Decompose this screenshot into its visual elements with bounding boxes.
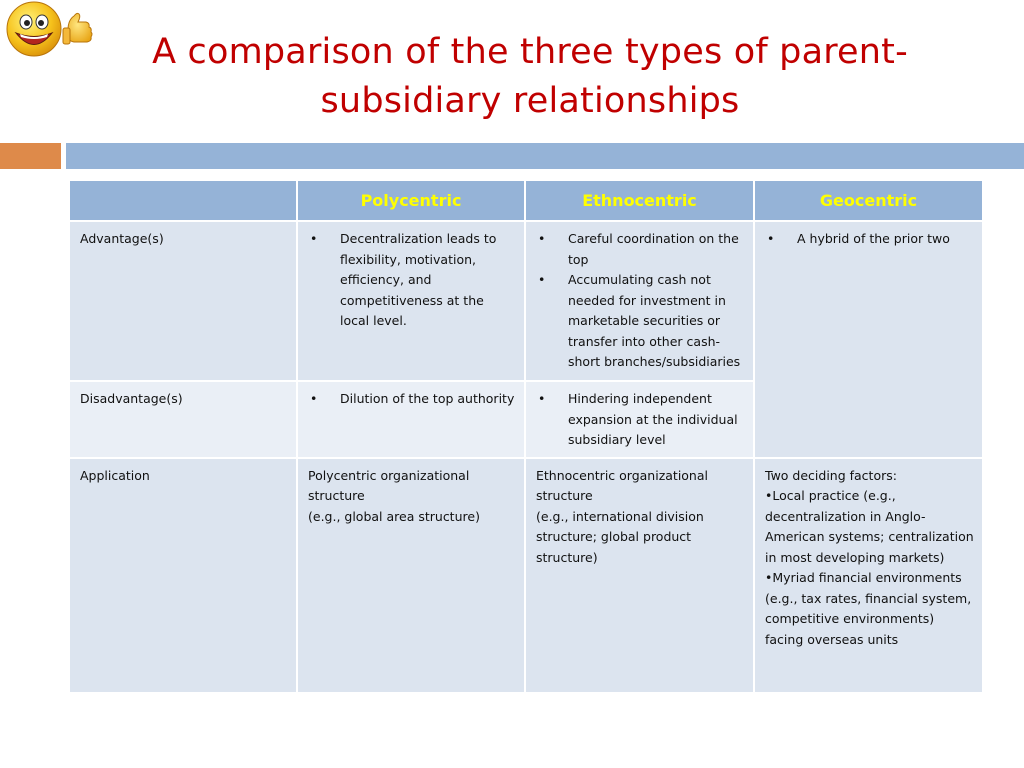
cell-advantage-polycentric	[297, 221, 525, 381]
cell-application-polycentric	[297, 458, 525, 693]
list-item: • A hybrid of the prior two	[765, 229, 974, 250]
page-title: A comparison of the three types of parent-subsidiary relationships	[152, 32, 908, 121]
list-item: • Hindering independent expansion at the individual subsidiary level	[536, 389, 745, 451]
list-item: • Dilution of the top authority	[308, 389, 516, 410]
bullet-list	[536, 229, 745, 373]
comparison-table	[68, 179, 984, 694]
row-label-advantage: Advantage(s)	[69, 221, 297, 381]
row-label-application: Application	[69, 458, 297, 693]
cell-application-ethnocentric	[525, 458, 754, 693]
text-line: •Myriad financial environments (e.g., tax rates, financial system, competitive environments) facing overseas units	[765, 570, 972, 647]
cell-advantage-ethnocentric	[525, 221, 754, 381]
table-row-application	[69, 458, 983, 693]
header-polycentric: Polycentric	[297, 180, 525, 221]
header-geocentric: Geocentric	[754, 180, 983, 221]
smiley-thumbs-up-icon	[2, 0, 98, 60]
list-item: • Decentralization leads to flexibility, motivation, efficiency, and competitiveness at the local level.	[308, 229, 516, 332]
text-line: •Local practice (e.g., decentralization in Anglo-American systems; centralization in most developing markets)	[765, 488, 974, 565]
table-row-advantage	[69, 221, 983, 381]
cell-application-geocentric	[754, 458, 983, 693]
text-line: (e.g., global area structure)	[308, 508, 480, 524]
accent-bar-orange	[0, 143, 61, 169]
text-line: Ethnocentric organizational structure	[536, 467, 708, 503]
list-item: • Careful coordination on the top	[536, 229, 745, 270]
cell-disadvantage-ethnocentric	[525, 381, 754, 458]
accent-bar-blue	[66, 143, 1024, 169]
header-ethnocentric: Ethnocentric	[525, 180, 754, 221]
table-header-row	[69, 180, 983, 221]
bullet-list	[308, 389, 516, 410]
cell-advantage-geocentric	[754, 221, 983, 458]
text-line: Two deciding factors:	[765, 467, 897, 483]
text-line: Polycentric organizational structure	[308, 467, 470, 503]
header-empty	[69, 180, 297, 221]
row-label-disadvantage: Disadvantage(s)	[69, 381, 297, 458]
cell-disadvantage-polycentric	[297, 381, 525, 458]
text-line: (e.g., international division structure; global product structure)	[536, 508, 704, 565]
bullet-list	[308, 229, 516, 332]
bullet-list	[765, 229, 974, 250]
bullet-list	[536, 389, 745, 451]
list-item: • Accumulating cash not needed for investment in marketable securities or transfer into other cash-short branches/subsidiaries	[536, 270, 745, 373]
